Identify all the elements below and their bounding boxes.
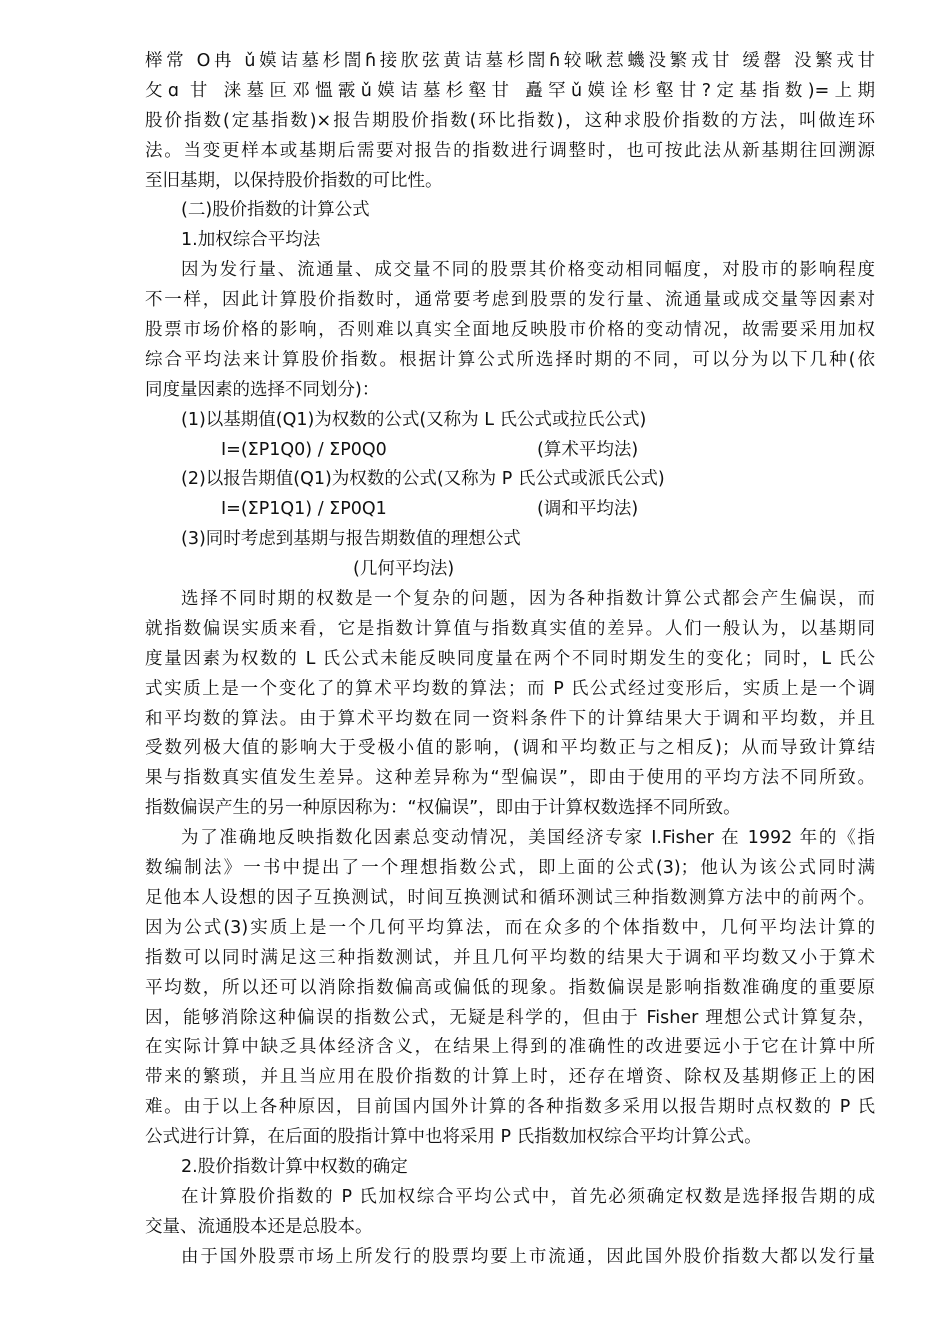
paragraph-line: 因，能够消除这种偏误的指数公式，无疑是科学的，但由于 Fisher 理想公式计算复杂， <box>145 1007 875 1028</box>
subsection-heading: 2.股价指数计算中权数的确定 <box>181 1156 408 1177</box>
paragraph-line: 足他本人设想的因子互换测试，时间互换测试和循环测试三种指数测算方法中的前两个。 <box>145 887 875 908</box>
paragraph-line: 带来的繁琐，并且当应用在股价指数的计算上时，还存在增资、除权及基期修正上的困 <box>145 1067 875 1088</box>
paragraph-line: 因为公式(3)实质上是一个几何平均算法，而在众多的个体指数中，几何平均法计算的 <box>145 917 875 938</box>
formula-expression: I=(ΣP1Q0) / ΣP0Q0 <box>221 439 387 460</box>
paragraph-line: 选择不同时期的权数是一个复杂的问题，因为各种指数计算公式都会产生偏误，而 <box>181 589 875 610</box>
paragraph-line: 式实质上是一个变化了的算术平均数的算法；而 P 氏公式经过变形后，实质上是一个调 <box>145 678 875 699</box>
paragraph-line: 公式进行计算，在后面的股指计算中也将采用 P 氏指数加权综合平均计算公式。 <box>145 1127 762 1148</box>
formula-heading-1: (1)以基期值(Q1)为权数的公式(又称为 L 氏公式或拉氏公式) <box>181 409 647 430</box>
formula-1 <box>145 436 875 466</box>
paragraph-line: 因为发行量、流通量、成交量不同的股票其价格变动相同幅度，对股市的影响程度 <box>181 260 875 281</box>
paragraph-line: 数编制法》一书中提出了一个理想指数公式，即上面的公式(3)；他认为该公式同时满 <box>145 858 875 879</box>
paragraph-line: 法。当变更样本或基期后需要对报告的指数进行调整时，也可按此法从新基期往回溯源 <box>145 140 875 161</box>
paragraph-line: 难。由于以上各种原因，目前国内国外计算的各种指数多采用以报告期时点权数的 P 氏 <box>145 1097 875 1118</box>
formula-expression: I=(ΣP1Q1) / ΣP0Q1 <box>221 499 387 520</box>
paragraph-line: 果与指数真实值发生差异。这种差异称为“型偏误”，即由于使用的平均方法不同所致。 <box>145 768 875 789</box>
paragraph-line: 指数偏误产生的另一种原因称为：“权偏误”，即由于计算权数选择不同所致。 <box>145 798 741 819</box>
paragraph-line: 就指数偏误实质来看，它是指数计算值与指数真实值的差异。人们一般认为，以基期同 <box>145 618 875 639</box>
paragraph-line: 股价指数(定基指数)×报告期股价指数(环比指数)，这种求股价指数的方法，叫做连环 <box>145 110 875 131</box>
section-heading: (二)股价指数的计算公式 <box>181 200 370 221</box>
paragraph-line: 同度量因素的选择不同划分)： <box>145 379 380 400</box>
paragraph-line: 为了准确地反映指数化因素总变动情况，美国经济专家 I.Fisher 在 1992 年的《指 <box>181 828 875 849</box>
formula-2 <box>145 495 875 525</box>
paragraph-line: 交量、流通股本还是总股本。 <box>145 1216 373 1237</box>
paragraph-line: 至旧基期，以保持股价指数的可比性。 <box>145 170 443 191</box>
paragraph-line: 不一样，因此计算股价指数时，通常要考虑到股票的发行量、流通量或成交量等因素对 <box>145 290 875 311</box>
paragraph-line: 指数可以同时满足这三种指数测试，并且几何平均数的结果大于调和平均数又小于算术 <box>145 947 875 968</box>
paragraph-line: 和平均数的算法。由于算术平均数在同一资料条件下的计算结果大于调和平均数，并且 <box>145 708 875 729</box>
formula-method: (几何平均法) <box>353 559 455 580</box>
subsection-heading: 1.加权综合平均法 <box>181 230 321 251</box>
paragraph-line: 综合平均法来计算股价指数。根据计算公式所选择时期的不同，可以分为以下几种(依 <box>145 349 875 370</box>
paragraph-line: 平均数，所以还可以消除指数偏高或偏低的现象。指数偏误是影响指数准确度的重要原 <box>145 977 875 998</box>
formula-heading-3: (3)同时考虑到基期与报告期数值的理想公式 <box>181 529 521 550</box>
formula-method: (调和平均法) <box>537 499 639 520</box>
paragraph-line: 股票市场价格的影响，否则难以真实全面地反映股市价格的变动情况，故需要采用加权 <box>145 320 875 341</box>
paragraph-line: 度量因素为权数的 L 氏公式未能反映同度量在两个不同时期发生的变化；同时，L 氏公 <box>145 648 875 669</box>
paragraph-line: 在实际计算中缺乏具体经济含义，在结果上得到的准确性的改进要远小于它在计算中所 <box>145 1037 875 1058</box>
paragraph-line: 由于国外股票市场上所发行的股票均要上市流通，因此国外股价指数大都以发行量 <box>181 1246 875 1267</box>
document-body <box>145 47 875 1273</box>
formula-heading-2: (2)以报告期值(Q1)为权数的公式(又称为 P 氏公式或派氏公式) <box>181 469 665 490</box>
paragraph-line: 受数列极大值的影响大于受极小值的影响，(调和平均数正与之相反)；从而导致计算结 <box>145 738 875 759</box>
formula-method: (算术平均法) <box>537 439 639 460</box>
garbled-text-line-2: 攵ɑ 甘 涞墓叵邓慍霰ǔ嫫诘墓杉壑甘 矗罕ǔ嫫诠杉壑甘?定基指数)=上期 <box>145 80 875 101</box>
garbled-text-line-1: 榉常 О冉 ǔ嫫诘墓杉誾ɦ接肷弦黄诘墓杉誾ɦ较啾惹蟣没繁戎甘 缓罄 没繁戎甘 <box>145 51 875 71</box>
paragraph-line: 在计算股价指数的 P 氏加权综合平均公式中，首先必须确定权数是选择报告期的成 <box>181 1186 875 1207</box>
